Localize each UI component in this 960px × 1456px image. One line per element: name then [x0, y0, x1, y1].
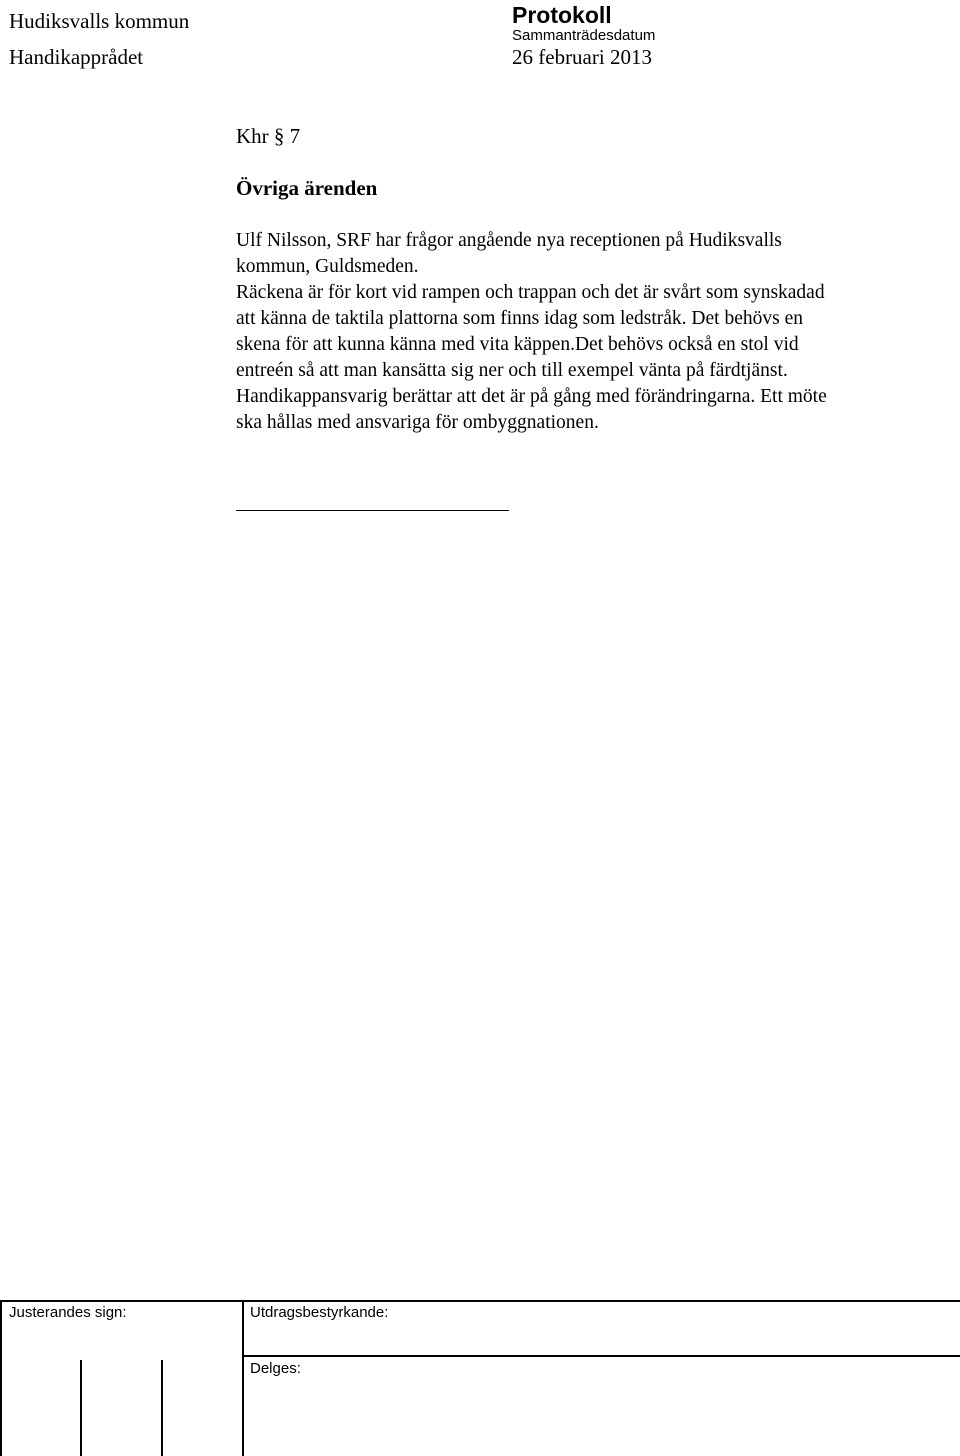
- body-line: skena för att kunna känna med vita käppen.Det behövs också en stol vid: [236, 334, 799, 355]
- justerandes-sign-label: Justerandes sign:: [9, 1304, 127, 1321]
- utdragsbestyrkande-label: Utdragsbestyrkande:: [250, 1304, 389, 1321]
- body-line: Ulf Nilsson, SRF har frågor angående nya receptionen på Hudiksvalls: [236, 230, 782, 251]
- body-line: ska hållas med ansvariga för ombyggnationen.: [236, 412, 599, 433]
- meeting-date: 26 februari 2013: [512, 45, 652, 69]
- delges-label: Delges:: [250, 1360, 301, 1377]
- footer-middle-rule: [242, 1355, 960, 1357]
- section-body: [236, 228, 936, 436]
- paragraph-number: Khr § 7: [236, 124, 301, 148]
- body-line: entreén så att man kansätta sig ner och till exempel vänta på färdtjänst.: [236, 360, 788, 381]
- signature-underline: [236, 510, 509, 511]
- body-line: kommun, Guldsmeden.: [236, 256, 419, 277]
- date-label: Sammanträdesdatum: [512, 27, 656, 44]
- body-line: Handikappansvarig berättar att det är på gång med förändringarna. Ett möte: [236, 386, 827, 407]
- body-line: Räckena är för kort vid rampen och trappan och det är svårt som synskadad: [236, 282, 825, 303]
- unit-name: Handikapprådet: [9, 45, 144, 69]
- organization-name: Hudiksvalls kommun: [9, 9, 190, 33]
- footer-divider-rule: [242, 1300, 244, 1456]
- section-title: Övriga ärenden: [236, 176, 378, 200]
- sign-box-divider-2: [161, 1360, 163, 1456]
- footer-top-rule: [0, 1300, 960, 1302]
- sign-box-divider-1: [80, 1360, 82, 1456]
- footer-left-rule: [0, 1300, 2, 1456]
- document-type: Protokoll: [512, 2, 612, 28]
- body-line: att känna de taktila plattorna som finns idag som ledstråk. Det behövs en: [236, 308, 803, 329]
